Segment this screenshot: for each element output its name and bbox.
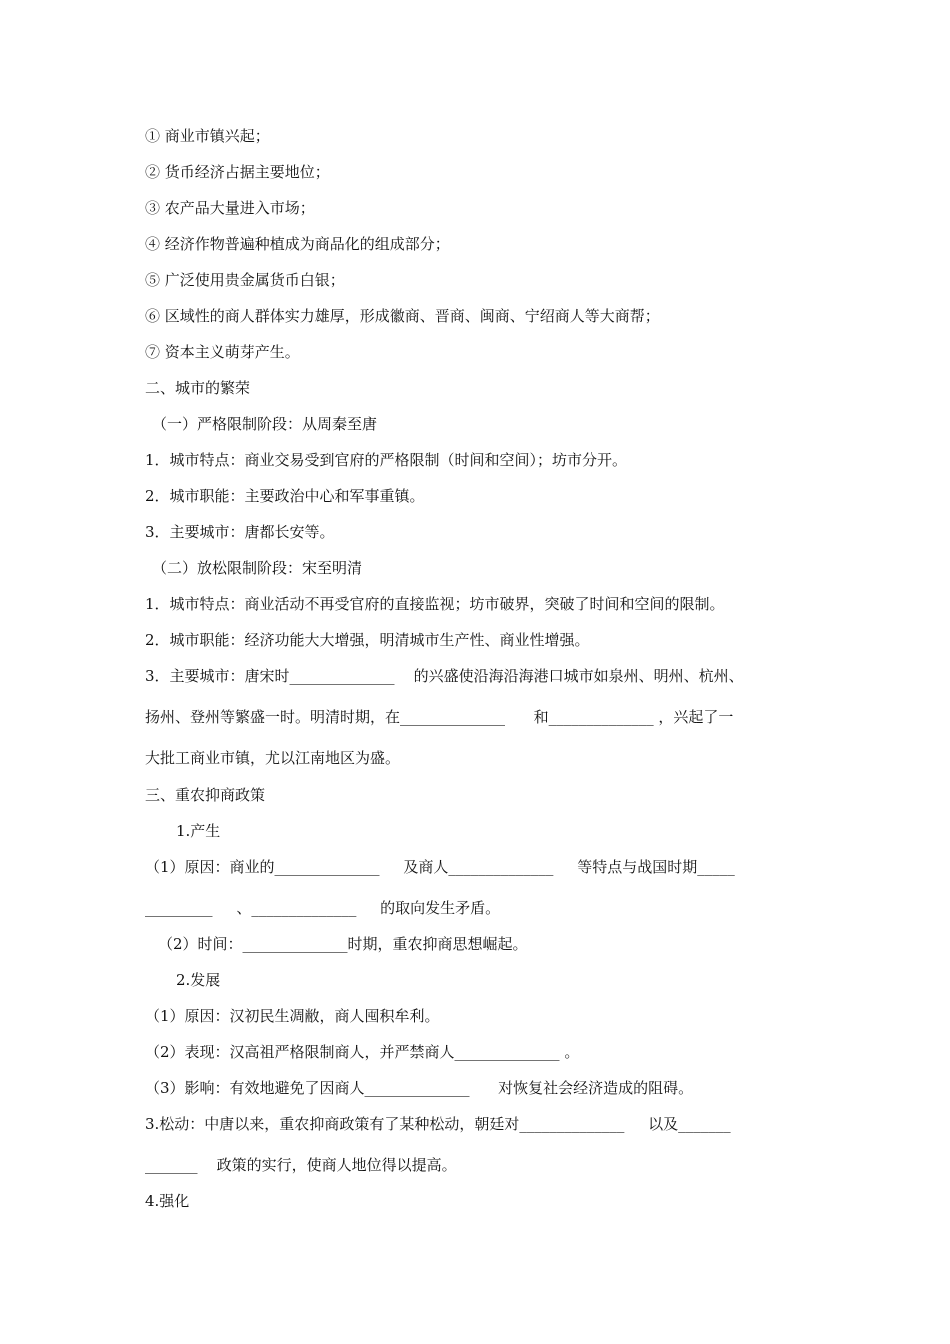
paragraph-with-blank: （3）影响：有效地避免了因商人______________ 对恢复社会经济造成的阻碍。 (145, 1079, 694, 1097)
paragraph: （1）原因：汉初民生凋敝，商人囤积牟利。 (145, 1007, 440, 1025)
paragraph-with-blank: _________ 、______________ 的取向发生矛盾。 (145, 899, 501, 917)
paragraph-with-blank: （1）原因：商业的______________ 及商人______________ 等特点与战国时期_____ (145, 858, 735, 876)
paragraph-with-blank: （2）表现：汉高祖严格限制商人，并严禁商人______________ 。 (145, 1043, 580, 1061)
subsection-heading: （一）严格限制阶段：从周秦至唐 (152, 415, 378, 433)
subsection-heading: 1.产生 (176, 822, 221, 840)
list-item-5: ⑤ 广泛使用贵金属货币白银； (145, 271, 345, 289)
paragraph: 2．城市职能：主要政治中心和军事重镇。 (145, 487, 425, 505)
paragraph: 2．城市职能：经济功能大大增强，明清城市生产性、商业性增强。 (145, 631, 590, 649)
paragraph-with-blank: 3．主要城市：唐宋时______________ 的兴盛使沿海沿海港口城市如泉州、明州、杭州、 (145, 667, 744, 685)
paragraph: 3．主要城市：唐都长安等。 (145, 523, 335, 541)
list-item-6: ⑥ 区域性的商人群体实力雄厚，形成徽商、晋商、闽商、宁绍商人等大商帮； (145, 307, 660, 325)
list-item-4: ④ 经济作物普遍种植成为商品化的组成部分； (145, 235, 450, 253)
list-item-2: ② 货币经济占据主要地位； (145, 163, 330, 181)
section-heading-2: 二、城市的繁荣 (145, 379, 251, 397)
list-item-3: ③ 农产品大量进入市场； (145, 199, 315, 217)
paragraph: 大批工商业市镇，尤以江南地区为盛。 (145, 749, 401, 767)
subsection-heading: 4.强化 (145, 1192, 190, 1210)
paragraph: 1．城市特点：商业活动不再受官府的直接监视；坊市破界，突破了时间和空间的限制。 (145, 595, 725, 613)
list-item-7: ⑦ 资本主义萌芽产生。 (145, 343, 300, 361)
paragraph-with-blank: 扬州、登州等繁盛一时。明清时期，在______________ 和______________ ，兴起了一 (145, 708, 734, 726)
list-item-1: ① 商业市镇兴起； (145, 127, 270, 145)
subsection-heading: 2.发展 (176, 971, 221, 989)
paragraph: 1．城市特点：商业交易受到官府的严格限制（时间和空间）；坊市分开。 (145, 451, 628, 469)
paragraph-with-blank: （2）时间：______________时期，重农抑商思想崛起。 (158, 935, 528, 953)
paragraph-with-blank: 3.松动：中唐以来，重农抑商政策有了某种松动，朝廷对______________ 以及_______ (145, 1115, 731, 1133)
section-heading-3: 三、重农抑商政策 (145, 786, 266, 804)
paragraph-with-blank: _______ 政策的实行，使商人地位得以提高。 (145, 1156, 457, 1174)
subsection-heading: （二）放松限制阶段：宋至明清 (152, 559, 363, 577)
